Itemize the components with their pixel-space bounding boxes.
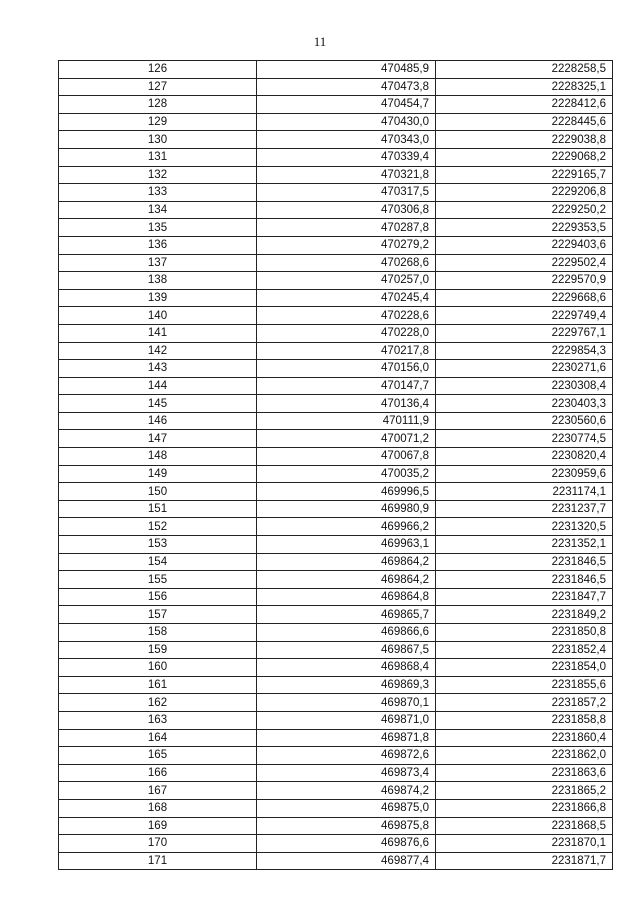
x-coordinate-cell: 469870,1 [257,694,436,712]
y-coordinate-cell: 2229767,1 [436,324,613,342]
point-number-cell: 164 [59,729,257,747]
x-coordinate-cell: 469867,5 [257,641,436,659]
point-number-cell: 126 [59,61,257,79]
point-number-cell: 150 [59,483,257,501]
y-coordinate-cell: 2231857,2 [436,694,613,712]
point-number-cell: 162 [59,694,257,712]
point-number-cell: 149 [59,465,257,483]
x-coordinate-cell: 470473,8 [257,78,436,96]
y-coordinate-cell: 2231854,0 [436,659,613,677]
x-coordinate-cell: 469966,2 [257,518,436,536]
point-number-cell: 139 [59,289,257,307]
x-coordinate-cell: 470306,8 [257,201,436,219]
point-number-cell: 170 [59,835,257,853]
x-coordinate-cell: 469877,4 [257,852,436,870]
table-row [59,254,613,272]
x-coordinate-cell: 470147,7 [257,377,436,395]
x-coordinate-cell: 470430,0 [257,113,436,131]
y-coordinate-cell: 2230774,5 [436,430,613,448]
table-row [59,412,613,430]
y-coordinate-cell: 2231863,6 [436,764,613,782]
table-row [59,377,613,395]
x-coordinate-cell: 469864,2 [257,571,436,589]
y-coordinate-cell: 2231237,7 [436,500,613,518]
table-row [59,782,613,800]
y-coordinate-cell: 2230959,6 [436,465,613,483]
y-coordinate-cell: 2228445,6 [436,113,613,131]
table-row [59,817,613,835]
y-coordinate-cell: 2231852,4 [436,641,613,659]
table-row [59,201,613,219]
point-number-cell: 167 [59,782,257,800]
x-coordinate-cell: 469868,4 [257,659,436,677]
table-row [59,711,613,729]
point-number-cell: 157 [59,606,257,624]
point-number-cell: 136 [59,236,257,254]
x-coordinate-cell: 469864,2 [257,553,436,571]
y-coordinate-cell: 2230308,4 [436,377,613,395]
point-number-cell: 129 [59,113,257,131]
y-coordinate-cell: 2231855,6 [436,676,613,694]
point-number-cell: 156 [59,588,257,606]
x-coordinate-cell: 469980,9 [257,500,436,518]
x-coordinate-cell: 470454,7 [257,96,436,114]
page-number: 11 [313,34,327,49]
table-row [59,799,613,817]
x-coordinate-cell: 469875,0 [257,799,436,817]
point-number-cell: 152 [59,518,257,536]
x-coordinate-cell: 469869,3 [257,676,436,694]
x-coordinate-cell: 469876,6 [257,835,436,853]
table-row [59,395,613,413]
point-number-cell: 169 [59,817,257,835]
table-row [59,184,613,202]
table-row [59,500,613,518]
table-row [59,219,613,237]
y-coordinate-cell: 2229250,2 [436,201,613,219]
point-number-cell: 163 [59,711,257,729]
table-row [59,236,613,254]
x-coordinate-cell: 469866,6 [257,624,436,642]
y-coordinate-cell: 2229570,9 [436,272,613,290]
point-number-cell: 141 [59,324,257,342]
point-number-cell: 148 [59,448,257,466]
table-row [59,131,613,149]
table-row [59,448,613,466]
y-coordinate-cell: 2229502,4 [436,254,613,272]
point-number-cell: 127 [59,78,257,96]
point-number-cell: 132 [59,166,257,184]
point-number-cell: 134 [59,201,257,219]
x-coordinate-cell: 470217,8 [257,342,436,360]
point-number-cell: 138 [59,272,257,290]
x-coordinate-cell: 470111,9 [257,412,436,430]
table-row [59,659,613,677]
y-coordinate-cell: 2229038,8 [436,131,613,149]
point-number-cell: 128 [59,96,257,114]
point-number-cell: 154 [59,553,257,571]
y-coordinate-cell: 2229403,6 [436,236,613,254]
x-coordinate-cell: 469996,5 [257,483,436,501]
y-coordinate-cell: 2231849,2 [436,606,613,624]
table-row [59,676,613,694]
y-coordinate-cell: 2231871,7 [436,852,613,870]
x-coordinate-cell: 469875,8 [257,817,436,835]
x-coordinate-cell: 470228,0 [257,324,436,342]
y-coordinate-cell: 2231866,8 [436,799,613,817]
table-row [59,606,613,624]
y-coordinate-cell: 2230403,3 [436,395,613,413]
point-number-cell: 131 [59,148,257,166]
table-row [59,747,613,765]
point-number-cell: 161 [59,676,257,694]
y-coordinate-cell: 2231320,5 [436,518,613,536]
point-number-cell: 171 [59,852,257,870]
y-coordinate-cell: 2230271,6 [436,360,613,378]
table-row [59,307,613,325]
x-coordinate-cell: 470245,4 [257,289,436,307]
x-coordinate-cell: 470317,5 [257,184,436,202]
table-row [59,835,613,853]
point-number-cell: 160 [59,659,257,677]
y-coordinate-cell: 2231846,5 [436,571,613,589]
y-coordinate-cell: 2228412,6 [436,96,613,114]
y-coordinate-cell: 2229206,8 [436,184,613,202]
point-number-cell: 146 [59,412,257,430]
point-number-cell: 145 [59,395,257,413]
point-number-cell: 133 [59,184,257,202]
y-coordinate-cell: 2231847,7 [436,588,613,606]
x-coordinate-cell: 470071,2 [257,430,436,448]
x-coordinate-cell: 470067,8 [257,448,436,466]
y-coordinate-cell: 2230560,6 [436,412,613,430]
table-row [59,694,613,712]
point-number-cell: 165 [59,747,257,765]
y-coordinate-cell: 2231846,5 [436,553,613,571]
point-number-cell: 140 [59,307,257,325]
point-number-cell: 151 [59,500,257,518]
y-coordinate-cell: 2230820,4 [436,448,613,466]
point-number-cell: 135 [59,219,257,237]
table-row [59,360,613,378]
x-coordinate-cell: 469871,0 [257,711,436,729]
y-coordinate-cell: 2231860,4 [436,729,613,747]
y-coordinate-cell: 2231868,5 [436,817,613,835]
y-coordinate-cell: 2228258,5 [436,61,613,79]
y-coordinate-cell: 2229749,4 [436,307,613,325]
table-row [59,166,613,184]
table-row [59,61,613,79]
point-number-cell: 144 [59,377,257,395]
x-coordinate-cell: 470485,9 [257,61,436,79]
table-row [59,96,613,114]
point-number-cell: 153 [59,536,257,554]
point-number-cell: 130 [59,131,257,149]
coordinates-table-body [59,61,613,870]
x-coordinate-cell: 470321,8 [257,166,436,184]
table-row [59,430,613,448]
point-number-cell: 143 [59,360,257,378]
table-row [59,78,613,96]
table-row [59,624,613,642]
table-row [59,852,613,870]
x-coordinate-cell: 469865,7 [257,606,436,624]
table-row [59,342,613,360]
table-row [59,483,613,501]
y-coordinate-cell: 2229353,5 [436,219,613,237]
x-coordinate-cell: 470257,0 [257,272,436,290]
x-coordinate-cell: 470339,4 [257,148,436,166]
table-row [59,324,613,342]
y-coordinate-cell: 2231862,0 [436,747,613,765]
x-coordinate-cell: 470279,2 [257,236,436,254]
x-coordinate-cell: 470228,6 [257,307,436,325]
point-number-cell: 158 [59,624,257,642]
y-coordinate-cell: 2228325,1 [436,78,613,96]
x-coordinate-cell: 470035,2 [257,465,436,483]
y-coordinate-cell: 2231174,1 [436,483,613,501]
y-coordinate-cell: 2229854,3 [436,342,613,360]
coordinates-table [58,60,613,870]
point-number-cell: 142 [59,342,257,360]
table-row [59,536,613,554]
table-row [59,518,613,536]
point-number-cell: 159 [59,641,257,659]
table-row [59,289,613,307]
y-coordinate-cell: 2229165,7 [436,166,613,184]
table-row [59,148,613,166]
point-number-cell: 147 [59,430,257,448]
x-coordinate-cell: 469871,8 [257,729,436,747]
x-coordinate-cell: 469873,4 [257,764,436,782]
x-coordinate-cell: 469874,2 [257,782,436,800]
x-coordinate-cell: 470268,6 [257,254,436,272]
x-coordinate-cell: 470287,8 [257,219,436,237]
y-coordinate-cell: 2231858,8 [436,711,613,729]
y-coordinate-cell: 2229068,2 [436,148,613,166]
table-row [59,465,613,483]
x-coordinate-cell: 470343,0 [257,131,436,149]
table-row [59,641,613,659]
table-row [59,764,613,782]
table-row [59,272,613,290]
table-row [59,571,613,589]
x-coordinate-cell: 470156,0 [257,360,436,378]
point-number-cell: 137 [59,254,257,272]
y-coordinate-cell: 2231870,1 [436,835,613,853]
table-row [59,553,613,571]
x-coordinate-cell: 469872,6 [257,747,436,765]
point-number-cell: 155 [59,571,257,589]
table-row [59,113,613,131]
table-row [59,729,613,747]
x-coordinate-cell: 469864,8 [257,588,436,606]
y-coordinate-cell: 2231850,8 [436,624,613,642]
x-coordinate-cell: 469963,1 [257,536,436,554]
point-number-cell: 168 [59,799,257,817]
y-coordinate-cell: 2229668,6 [436,289,613,307]
point-number-cell: 166 [59,764,257,782]
y-coordinate-cell: 2231352,1 [436,536,613,554]
y-coordinate-cell: 2231865,2 [436,782,613,800]
table-row [59,588,613,606]
x-coordinate-cell: 470136,4 [257,395,436,413]
